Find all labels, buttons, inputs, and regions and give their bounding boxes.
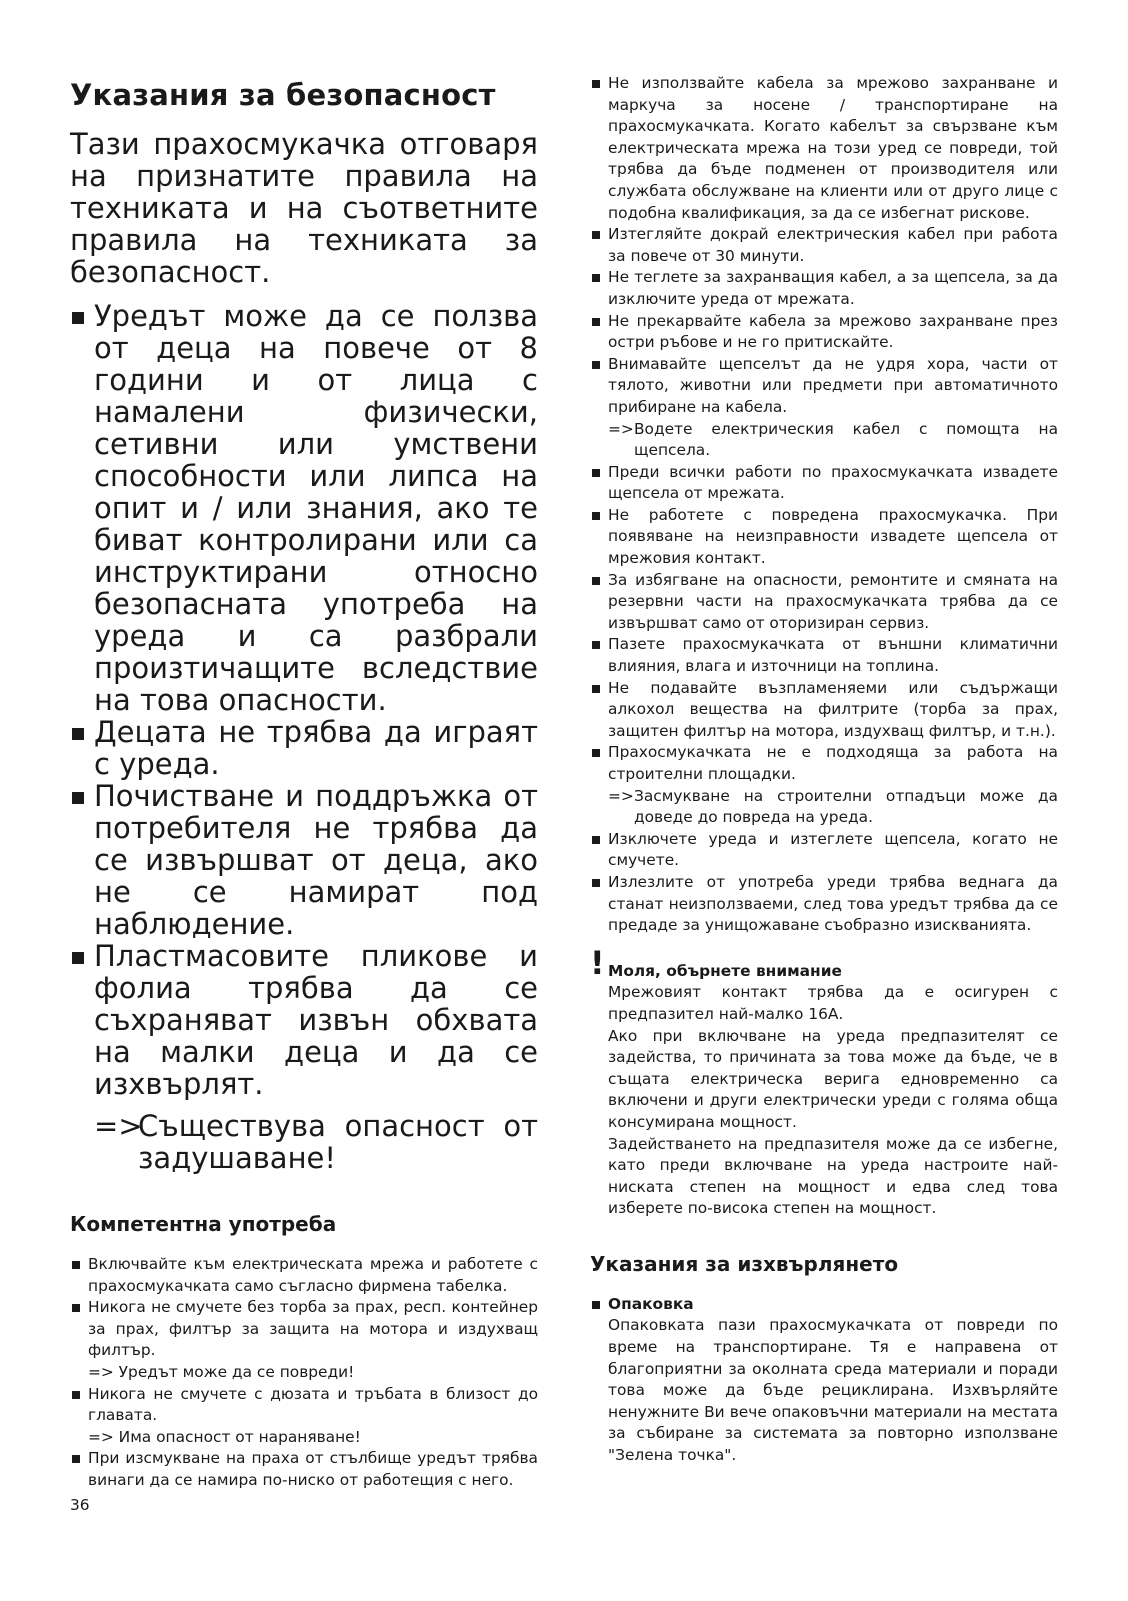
bullet-square-icon — [72, 792, 84, 804]
list-item — [590, 224, 1058, 267]
bullet-square-icon — [72, 728, 84, 740]
arrow-icon: => — [94, 1109, 143, 1143]
packaging-paragraph: Опаковката пази прахосмукачката от повреди по време на транспортиране. Тя е направена от благоприятни за околната среда материали и поради това може да бъде рециклирана. Изхвърляйте ненужните Ви вече опаковъчни материали на местата за събиране за системата за повторно използване "Зелена точка". — [608, 1316, 1058, 1465]
bullet-square-icon — [592, 318, 600, 326]
bullet-square-icon — [72, 312, 84, 324]
bullet-square-icon — [592, 749, 600, 757]
list-item — [70, 300, 538, 716]
bullet-square-icon — [592, 836, 600, 844]
list-item — [70, 940, 538, 1100]
arrow-icon: => — [608, 419, 634, 438]
list-item — [590, 634, 1058, 677]
bullet-square-icon — [592, 577, 600, 585]
bullet-square-icon — [592, 361, 600, 369]
big-list — [70, 300, 538, 1492]
item-note — [590, 419, 1058, 462]
bullet-square-icon — [592, 641, 600, 649]
warning-box — [590, 943, 1058, 1220]
list-item — [590, 742, 1058, 785]
right-column — [590, 73, 1058, 1467]
warning-note — [70, 1110, 538, 1174]
item-text: Уредът може да се ползва от деца на повече от 8 години и от лица с намалени физически, сетивни или умствени способности или липса на опит и / или знания, ако те биват контролирани или са инструктирани относно безопасната употреба на уреда и са разбрали произтичащите вследствие на това опасности. — [94, 299, 538, 717]
bullet-square-icon — [592, 231, 600, 239]
list-item — [590, 829, 1058, 872]
item-text: За избягване на опасности, ремонтите и смяната на резервни части на прахосмукачката трябва да се извършват само от оторизиран сервиз. — [608, 570, 1058, 632]
item-text: Не използвайте кабела за мрежово захранване и маркуча за носене / транспортиране на прахосмукачката. Когато кабелът за свързване към електрическата мрежа на този уред се повреди, той трябва да бъде подменен от производителя или службата обслужване на клиенти или от друго лице с подобна квалификация, за да се избегнат рискове. — [608, 74, 1058, 222]
packaging-title-text: Опаковка — [608, 1294, 694, 1313]
warning-title-text: Моля, обърнете внимание — [608, 961, 842, 980]
list-item — [70, 716, 538, 780]
list-item — [70, 1254, 538, 1297]
list-item — [590, 73, 1058, 224]
bullet-square-icon — [72, 1304, 80, 1312]
warning-paragraph: Ако при включване на уреда предпазителят се задейства, то причината за това може да бъде, че в същата електрическа верига едновременно са включени и други електрически уреди с голяма обща консумирана мощност. — [608, 1026, 1058, 1131]
item-text: Прахосмукачката не е подходяща за работа на строителни площадки. — [608, 743, 1058, 783]
list-item — [70, 1297, 538, 1362]
item-text: Изключете уреда и изтеглете щепсела, когато не смучете. — [608, 829, 1058, 870]
item-note — [590, 786, 1058, 829]
section-title-disposal: Указания за изхвърлянето — [590, 1251, 899, 1276]
list-item — [70, 1448, 538, 1491]
bullet-square-icon — [592, 1301, 600, 1309]
item-text: Пластмасовите пликове и фолиа трябва да се съхраняват извън обхвата на малки деца и да се изхвърлят. — [94, 939, 538, 1101]
bullet-square-icon — [592, 879, 600, 887]
warning-paragraph: Задействането на предпазителя може да се избегне, като преди включване на уреда настроите най-ниската степен на мощност и едва след това изберете по-висока степен на мощност. — [608, 1134, 1058, 1218]
bullet-square-icon — [592, 274, 600, 282]
item-text: Никога не смучете без торба за прах, респ. контейнер за прах, филтър за защита на мотора и издухващ филтър. — [88, 1298, 538, 1360]
list-item — [590, 678, 1058, 743]
list-item — [590, 505, 1058, 570]
section-title-competent-use: Компетентна употреба — [70, 1212, 337, 1236]
bullet-square-icon — [592, 685, 600, 693]
item-note: => Има опасност от нараняване! — [88, 1427, 361, 1446]
item-text: Не подавайте възпламеняеми или съдържащи алкохол вещества на филтрите (торба за прах, защитен филтър на мотора, издухващ филтър, и т.н.). — [608, 678, 1058, 740]
list-item — [70, 780, 538, 940]
bullet-square-icon — [72, 1455, 80, 1463]
item-text: Не теглете за захранващия кабел, а за щепсела, за да изключите уреда от мрежата. — [608, 268, 1058, 308]
item-text: Не прекарвайте кабела за мрежово захранване през остри ръбове и не го притискайте. — [608, 311, 1058, 352]
list-item — [590, 462, 1058, 505]
competent-use-list — [70, 1254, 538, 1492]
list-item — [590, 872, 1058, 937]
bullet-square-icon — [72, 1261, 80, 1269]
exclamation-icon: ! — [590, 943, 605, 982]
item-text: Децата не трябва да играят с уреда. — [94, 715, 538, 781]
bullet-square-icon — [592, 469, 600, 477]
warning-title — [590, 943, 1058, 983]
note-text: Съществува опасност от задушаване! — [138, 1109, 538, 1175]
item-text: Преди всички работи по прахосмукачката извадете щепсела от мрежата. — [608, 462, 1058, 503]
page-number: 36 — [70, 1496, 90, 1514]
item-text: Излезлите от употреба уреди трябва веднага да станат неизползваеми, след това уредът трябва да се предаде за унищожаване съобразно изискванията. — [608, 872, 1058, 935]
item-text: Включвайте към електрическата мрежа и работете с прахосмукачката само съгласно фирмена табелка. — [88, 1255, 538, 1295]
item-text: Изтегляйте докрай електрическия кабел при работа за повече от 30 минути. — [608, 225, 1058, 265]
bullet-square-icon — [72, 1391, 80, 1399]
bullet-square-icon — [592, 512, 600, 520]
intro-paragraph: Тази прахосмукачка отговаря на признатите правила на техниката и на съответните правила на техниката за безопасност. — [70, 127, 538, 289]
item-text: Внимавайте щепселът да не удря хора, части от тялото, животни или предмети при автоматичното прибиране на кабела. — [608, 354, 1058, 416]
item-note: => Уредът може да се повреди! — [88, 1362, 355, 1381]
item-text: При изсмукване на праха от стълбище уредът трябва винаги да се намира по-ниско от работещия с него. — [88, 1449, 538, 1489]
list-item — [590, 267, 1058, 310]
item-text: Никога не смучете с дюзата и тръбата в близост до главата. — [88, 1384, 538, 1425]
safety-list — [590, 73, 1058, 937]
safety-title: Указания за безопасност — [70, 78, 496, 112]
item-text: Пазете прахосмукачката от външни климатични влияния, влага и източници на топлина. — [608, 635, 1058, 676]
arrow-icon: => — [608, 786, 634, 805]
bullet-square-icon — [72, 952, 84, 964]
packaging-title — [590, 1294, 1058, 1316]
list-item — [590, 354, 1058, 419]
list-item — [590, 570, 1058, 635]
warning-paragraph: Мрежовият контакт трябва да е осигурен с предпазител най-малко 16А. — [608, 983, 1058, 1023]
list-item — [70, 1384, 538, 1427]
note-text: Засмукване на строителни отпадъци може да доведе до повреда на уреда. — [634, 786, 1058, 827]
item-text: Не работете с повредена прахосмукачка. При появяване на неизправности извадете щепсела от мрежовия контакт. — [608, 505, 1058, 568]
note-text: Водете електрическия кабел с помощта на щепсела. — [634, 419, 1058, 460]
list-item — [590, 311, 1058, 354]
bullet-square-icon — [592, 80, 600, 88]
item-text: Почистване и поддръжка от потребителя не трябва да се извършват от деца, ако не се намират под наблюдение. — [94, 779, 538, 941]
